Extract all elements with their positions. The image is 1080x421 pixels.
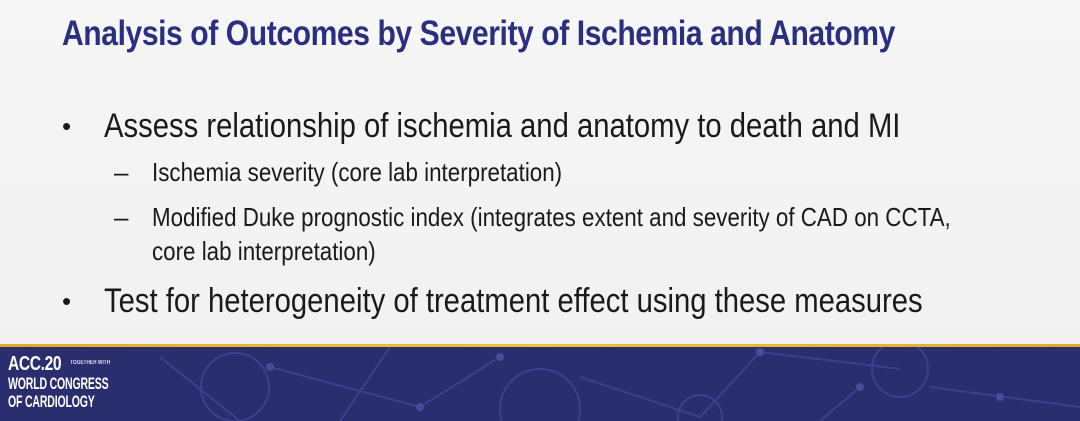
sub-bullet-dash: – [114,157,129,187]
sub-item-2-text-line-1: Modified Duke prognostic index (integrates extent and severity of CAD on CCTA, [152,202,951,232]
logo-world-congress-text: WORLD CONGRESS [8,374,109,393]
bullet-2-text: Test for heterogeneity of treatment effect using these measures [104,282,923,320]
footer-network-pattern [0,347,1080,421]
logo-acc20-text: ACC.20 [8,353,62,375]
sub-item-1-text: Ischemia severity (core lab interpretation) [152,157,563,187]
sub-bullet-dash: – [114,202,129,232]
bullet-marker: • [62,286,72,316]
slide-title: Analysis of Outcomes by Severity of Ischemia and Anatomy [62,14,895,53]
bullet-marker: • [62,111,72,141]
bullet-1-text: Assess relationship of ischemia and anatomy to death and MI [104,107,901,145]
acc20-logo [8,354,118,416]
sub-item-2-text-line-2: core lab interpretation) [152,236,376,266]
logo-together-text: TOGETHER WITH [70,360,111,366]
logo-of-cardiology-text: OF CARDIOLOGY [8,392,95,411]
footer-band [0,347,1080,421]
